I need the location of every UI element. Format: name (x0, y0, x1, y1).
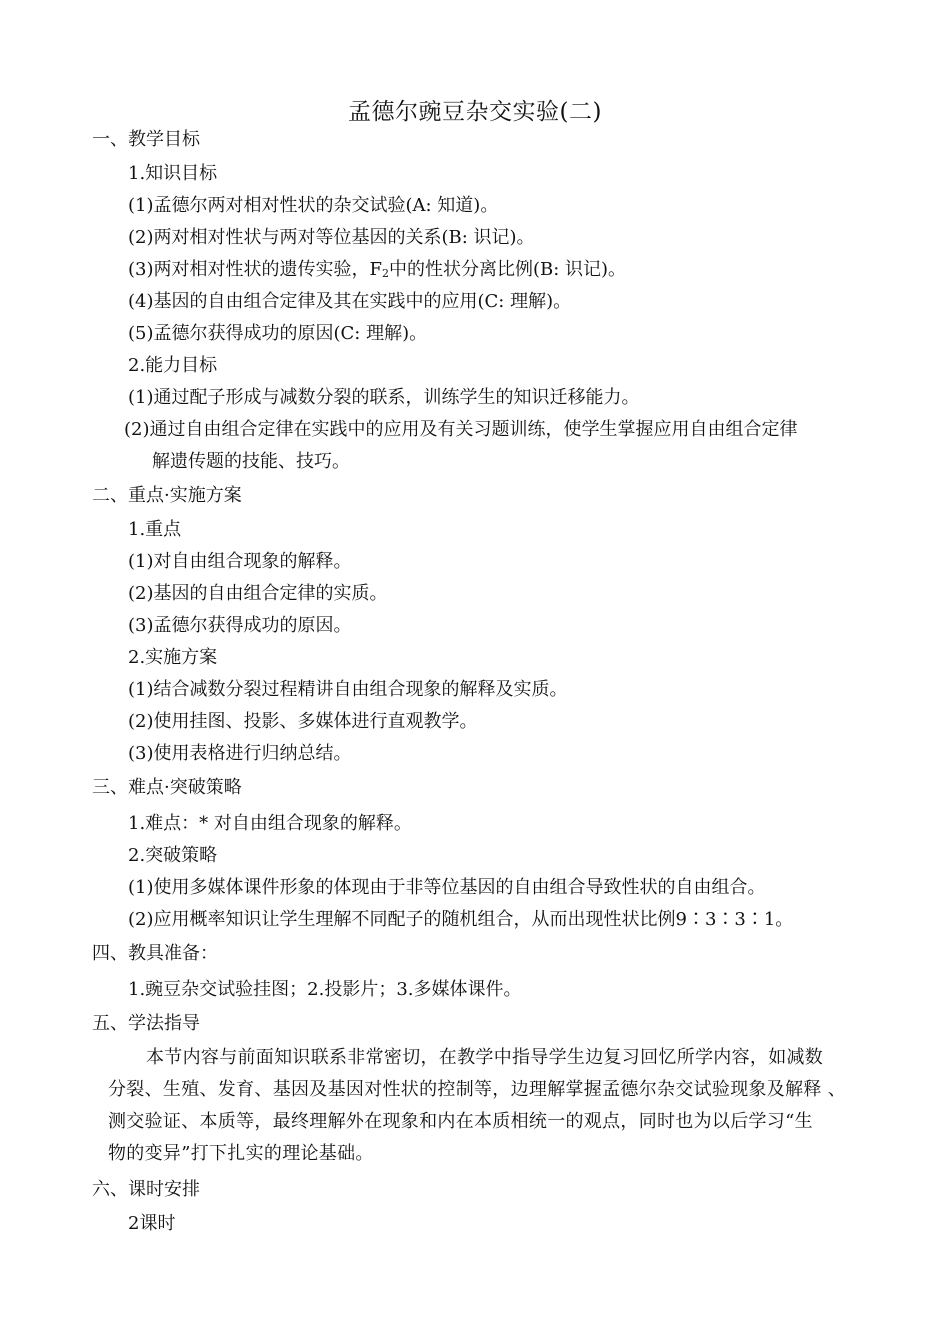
section-heading-materials: 四、教具准备： (92, 943, 218, 964)
list-item: (2)应用概率知识让学生理解不同配子的随机组合，从而出现性状比例9∶3∶3∶1。 (128, 909, 794, 930)
subheading-key-points: 1.重点 (128, 519, 182, 540)
list-item-text: 中的性状分离比例(B: 识记)。 (389, 259, 627, 280)
list-item: (3)使用表格进行归纳总结。 (128, 743, 352, 764)
list-item-continuation: 解遗传题的技能、技巧。 (152, 451, 350, 472)
section-heading-difficulties: 三、难点·突破策略 (92, 777, 242, 798)
list-item-text: (3)两对相对性状的遗传实验，F (128, 259, 382, 280)
list-item: (5)孟德尔获得成功的原因(C: 理解)。 (128, 323, 428, 344)
section-heading-study-guide: 五、学法指导 (92, 1013, 200, 1034)
subheading-difficulty: 1.难点：* 对自由组合现象的解释。 (128, 813, 412, 834)
paragraph-line: 分裂、生殖、发育、基因及基因对性状的控制等，边理解掌握孟德尔杂交试验现象及解释 、 (108, 1079, 847, 1100)
list-item: (4)基因的自由组合定律及其在实践中的应用(C: 理解)。 (128, 291, 572, 312)
section-heading-objectives: 一、教学目标 (92, 129, 200, 150)
list-item (128, 258, 626, 282)
list-item: (1)使用多媒体课件形象的体现由于非等位基因的自由组合导致性状的自由组合。 (128, 877, 766, 898)
list-item: (2)使用挂图、投影、多媒体进行直观教学。 (128, 711, 478, 732)
list-item: (1)通过配子形成与减数分裂的联系，训练学生的知识迁移能力。 (128, 387, 640, 408)
list-item: (1)对自由组合现象的解释。 (128, 551, 352, 572)
schedule-value: 2课时 (128, 1213, 176, 1234)
subheading-implementation: 2.实施方案 (128, 647, 218, 668)
paragraph-line: 物的变异”打下扎实的理论基础。 (108, 1143, 374, 1164)
list-item: (2)两对相对性状与两对等位基因的关系(B: 识记)。 (128, 227, 535, 248)
list-item: (1)结合减数分裂过程精讲自由组合现象的解释及实质。 (128, 679, 568, 700)
subscript: 2 (382, 267, 389, 280)
list-item: (2)通过自由组合定律在实践中的应用及有关习题训练，使学生掌握应用自由组合定律 (124, 419, 798, 440)
list-item: (2)基因的自由组合定律的实质。 (128, 583, 388, 604)
list-item: (3)孟德尔获得成功的原因。 (128, 615, 352, 636)
section-heading-schedule: 六、课时安排 (92, 1179, 200, 1200)
subheading-ability-goals: 2.能力目标 (128, 355, 218, 376)
list-item: (1)孟德尔两对相对性状的杂交试验(A: 知道)。 (128, 195, 499, 216)
page-title: 孟德尔豌豆杂交实验(二) (348, 99, 602, 125)
list-item: 1.豌豆杂交试验挂图；2.投影片；3.多媒体课件。 (128, 979, 522, 1000)
section-heading-key-points: 二、重点·实施方案 (92, 485, 242, 506)
paragraph-line: 本节内容与前面知识联系非常密切，在教学中指导学生边复习回忆所学内容，如减数 (146, 1047, 824, 1068)
paragraph-line: 测交验证、本质等，最终理解外在现象和内在本质相统一的观点，同时也为以后学习“生 (108, 1111, 813, 1132)
subheading-knowledge-goals: 1.知识目标 (128, 163, 218, 184)
subheading-strategy: 2.突破策略 (128, 845, 218, 866)
